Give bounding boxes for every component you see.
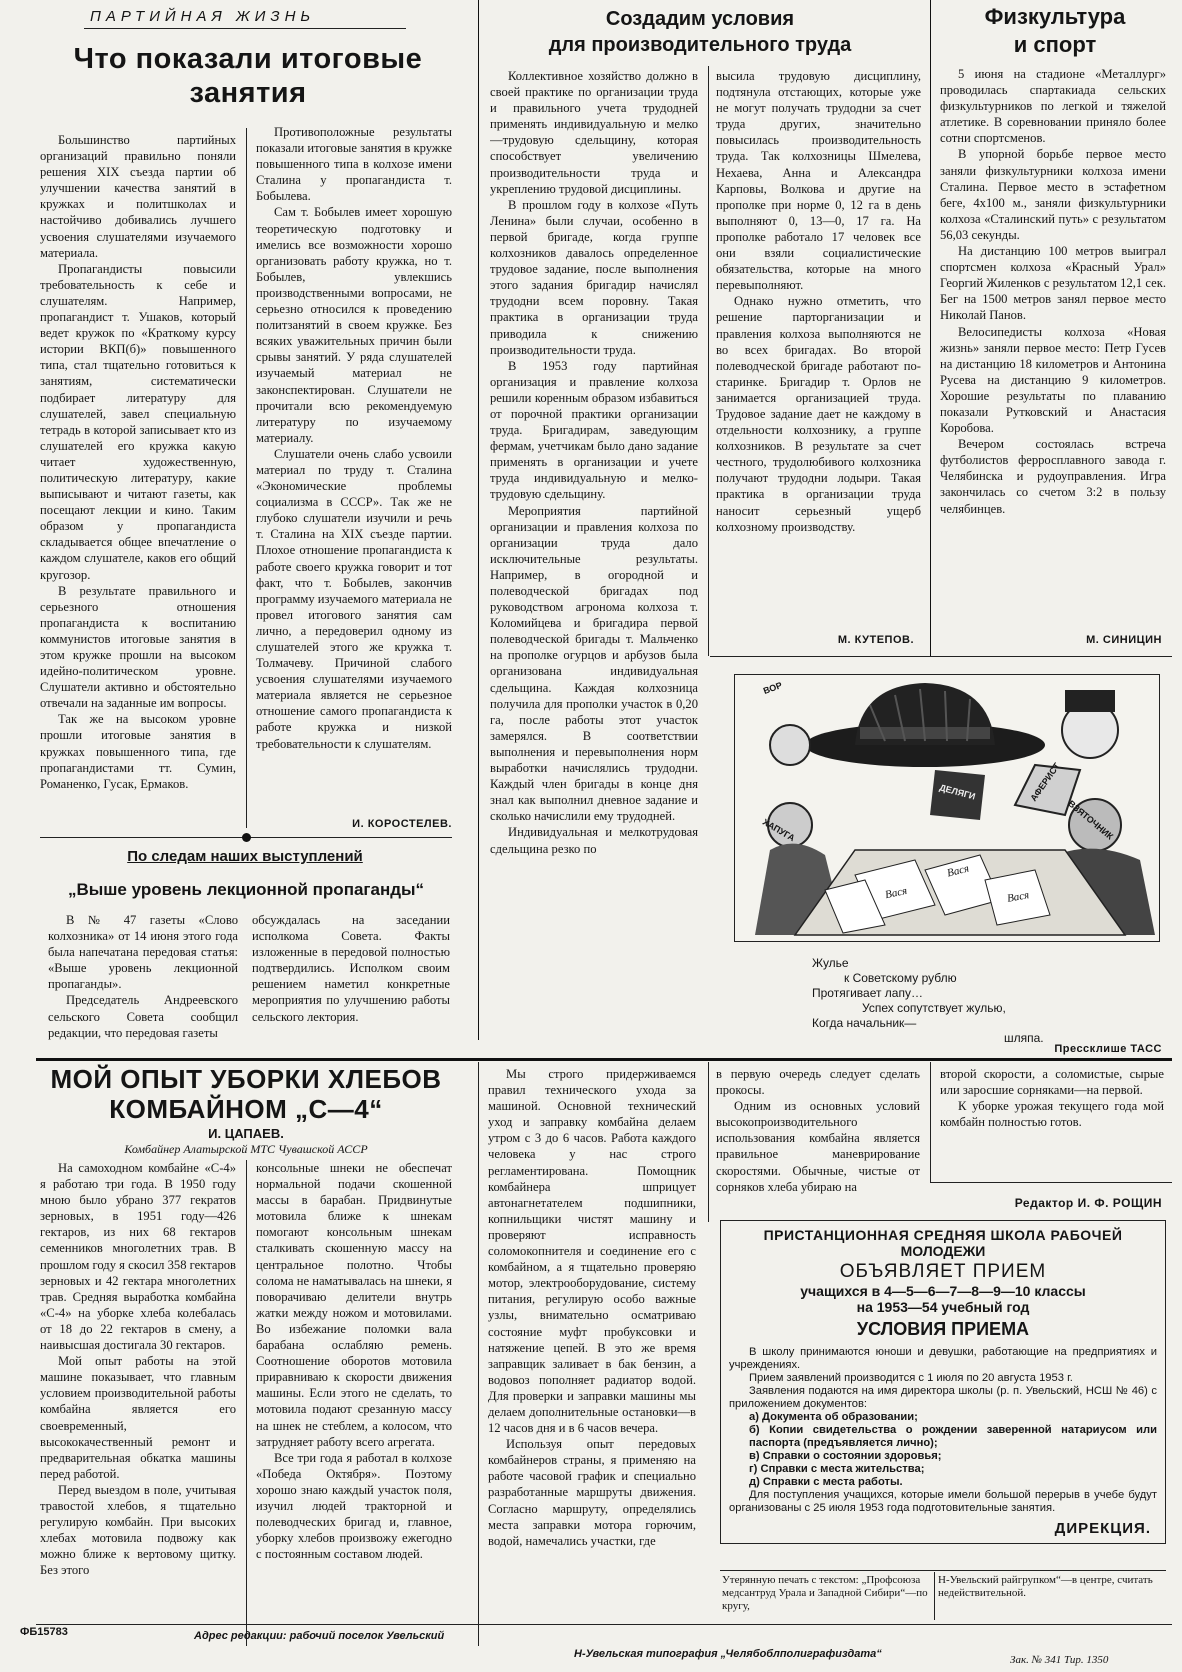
erratum-left: Утерянную печать с текстом: „Профсоюза медсантруд Урала и Западной Сибири“—по кругу, bbox=[722, 1574, 928, 1612]
section-divider bbox=[36, 1058, 1172, 1061]
article2-title-line1: Создадим условия bbox=[605, 8, 795, 30]
paragraph: Так же на высоком уровне прошли итоговые занятия в кружках повышенного типа, где пропагандистами тт. Сумин, Романенко, Гусак, Ермаков. bbox=[40, 712, 236, 791]
footer-code: ФБ15783 bbox=[20, 1626, 68, 1638]
article3-title-line2: КОМБАЙНОМ „С—4“ bbox=[109, 1094, 383, 1124]
article1-column-2 bbox=[256, 124, 452, 804]
cartoon-label-aferist: АФЕРИСТ bbox=[1028, 761, 1062, 803]
cartoon-top-rule bbox=[710, 656, 1172, 657]
followup-column-1 bbox=[48, 912, 238, 1042]
article1-signature: И. КОРОСТЕЛЕВ. bbox=[352, 818, 452, 830]
cartoon-signature-2: Вася bbox=[945, 862, 971, 880]
paragraph: Одним из основных условий высокопроизводительного использования комбайна является правильное маневрирование скоростями. Обычные, чистые от сорняков хлеба убираю на bbox=[716, 1099, 920, 1194]
ad-list-item: г) Справки с места жительства; bbox=[749, 1463, 925, 1475]
paragraph: В результате правильного и серьезного отношения пропагандиста к воспитанию коммунистов итоговые занятия в этом кружке прошли на высоком идейно-политическом уровне. Слушатели активно и обстоятельно отвечали на заданные им вопросы. bbox=[40, 583, 236, 711]
followup-rubric: По следам наших выступлений bbox=[127, 848, 363, 865]
column-rule bbox=[246, 128, 247, 828]
paragraph: На дистанцию 100 метров выиграл спортсмен колхоза «Красный Урал» Георгий Жиленков с результатом 12,1 сек. Бег на 1500 метров занял первое место Николай Панов. bbox=[940, 244, 1166, 323]
paragraph: Председатель Андреевского сельского Совета сообщил редакции, что передовая газеты bbox=[48, 993, 238, 1040]
cartoon-signature-3: Вася bbox=[1006, 889, 1031, 905]
ad-list-item: в) Справки о состоянии здоровья; bbox=[749, 1450, 942, 1462]
editor-rule bbox=[930, 1182, 1172, 1183]
paragraph: Мой опыт работы на этой машине показывает, что главным условием производительной работы комбайна является его своевременный, высококачественный ремонт и предварительная обкатка машины перед работой. bbox=[40, 1354, 236, 1481]
caption-line: Успех сопутствует жулью, bbox=[862, 1001, 1006, 1015]
editor-line: Редактор И. Ф. РОЩИН bbox=[1014, 1196, 1162, 1210]
paragraph: высила трудовую дисциплину, подтянула отстающих, которые уже не могут получать трудодни за счет труда других, значительно повысилась производительность труда. Так колхозницы Шмелева, Нехаева, Анна и Александра Карповы, Волкова и другие на прополке при норме 0, 12 га в день выполняют 0, 13—0, 17 га. На прополке работало 17 человек все они взяли социалистические обязательства, которые на много перевыполняют. bbox=[716, 69, 921, 293]
cartoon-frame bbox=[734, 674, 1160, 942]
cartoon-drawing bbox=[735, 675, 1159, 941]
sport-signature: М. СИНИЦИН bbox=[1086, 634, 1162, 646]
paragraph: Индивидуальная и мелкотрудовая сдельщина резко по bbox=[490, 825, 698, 856]
footer-printer: Н-Увельская типография „Челябоблполиграфиздата“ bbox=[574, 1648, 882, 1660]
caption-line: к Советскому рублю bbox=[844, 971, 957, 985]
article2-column-1 bbox=[490, 68, 698, 1038]
ad-paragraph: В школу принимаются юноши и девушки, работающие на предприятиях и учреждениях. bbox=[729, 1346, 1157, 1371]
school-ad-box bbox=[720, 1220, 1166, 1544]
caption-line: шляпа. bbox=[1004, 1031, 1044, 1045]
ad-paragraph: Заявления подаются на имя директора школы (р. п. Увельский, НСШ № 46) с приложением документов: bbox=[729, 1385, 1157, 1410]
paragraph: Вечером состоялась встреча футболистов ферросплавного завода г. Челябинска и рудоуправления. Игра закончилась со счетом 3:2 в пользу челябинцев. bbox=[940, 437, 1166, 516]
paragraph: консольные шнеки не обеспечат нормальной подачи скошенной массы в барабан. Придвинутые мотовила ближе к шнекам помогают консольным шнекам сталкивать скошенную массу на центральное полотно. Чтобы солома не наматывалась на шнеки, я поворачиваю делители внутрь жатки между ножом и мотовилами. Во избежание поломки вала барабана ослабляю ремень. Соотношение оборотов мотовила приравниваю к скорости движения машины. Если этого не сделать, то мотовила подают срезанную массу на шнек не стеблем, а колосом, что затрудняет работу всего агрегата. bbox=[256, 1161, 452, 1449]
sport-divider bbox=[930, 0, 931, 656]
paragraph: К уборке урожая текущего года мой комбайн полностью готов. bbox=[940, 1099, 1164, 1130]
page-divider bbox=[478, 0, 479, 1040]
paragraph: Большинство партийных организаций правильно поняли решения XIX съезда партии об улучшении качества занятий в кружках и политшколах и настойчиво добивались лучшего усвоения слушателями изучаемого материала. bbox=[40, 133, 236, 260]
caption-line: Жулье bbox=[812, 956, 849, 970]
paragraph: Мероприятия партийной организации и правления колхоза по организации труда дало исключительные результаты. Например, в огородной и полеводческой бригадах под руководством агронома колхоза т. Коломийцева и бригадира первой полеводческой бригады т. Мальченко на прополке огурцов и арбузов была организована индивидуальная сдельщина. Каждая колхозница получила для прополки участок в 0,20 га, после работы этот участок замерялся. В соответствии выполнения и перевыполнения норм выработки начислялись трудодни. Каждый член бригады в конце дня знал как выполнил дневное задание и сколько начислили ему трудодней. bbox=[490, 503, 698, 824]
article3-author: И. ЦАПАЕВ. bbox=[208, 1126, 284, 1141]
paragraph: Используя опыт передовых комбайнеров страны, я применяю на работе часовой график и специально разработанные маршруты движения. Согласно маршруту, определялись места заправки мотора горючим, водой, намечались участки, где bbox=[488, 1437, 696, 1548]
caption-line: Протягивает лапу… bbox=[812, 986, 923, 1000]
school-ad-title-2: МОЛОДЕЖИ bbox=[900, 1243, 986, 1259]
cartoon-caption bbox=[812, 956, 1152, 1046]
paragraph: Коллективное хозяйство должно в своей практике по организации труда и правильного учета трудодней применять индивидуальную и мелко—трудовую сдельщину, которая способствует увеличению производительности труда и укреплению трудовой дисциплины. bbox=[490, 69, 698, 196]
school-ad-signature: ДИРЕКЦИЯ. bbox=[1054, 1520, 1151, 1537]
paragraph: Слушатели очень слабо усвоили материал по труду т. Сталина «Экономические проблемы социализма в СССР». Так же не глубоко слушатели изучили и речь т. Сталина на XIX съезде партии. Плохое отношение пропагандиста к работе своего кружка говорит и тот факт, что т. Бобылев, закончив программу изучаемого материала не провел итогового занятия сам лично, а передоверил одному из слушателей этого же кружка т. Толмачеву. Причиной слабого усвоения слушателями изучаемого материала является не серьезное отношение самого пропагандиста к работе кружка и низкой требовательности к слушателям. bbox=[256, 446, 452, 751]
column-rule bbox=[708, 66, 709, 656]
ad-list-item: д) Справки с места работы. bbox=[749, 1476, 903, 1488]
paragraph: Сам т. Бобылев имеет хорошую теоретическую подготовку и имелись все возможности хорошо организовать работу кружка, но т. Бобылев, увлекшись производственными вопросами, не серьезно относился к проведению политзанятий в своем кружке. Без всяких уважительных причин были срывы занятий. У ряда слушателей изучаемый материал не законспектирован. Слушатели не прочитали всю рекомендуемую литературу по изучаемому материалу. bbox=[256, 205, 452, 445]
paragraph: в первую очередь следует сделать прокосы. bbox=[716, 1067, 920, 1098]
erratum-rule bbox=[720, 1570, 1166, 1571]
paragraph: Пропагандисты повысили требовательность к себе и слушателям. Например, пропагандист т. Ушаков, который ведет кружок по «Краткому курсу истории ВКП(б)» повышенного типа, стал тщательно готовиться к занятиям, систематически подбирает литературу для слушателей, завел специальную тетрадь в которой записывает кто из слушателей его кружка какую читает художественную, политическую литературу, какие выписывают и читают газеты, как посещают лекции и кино. Таким образом у пропагандиста складывается общее впечатление о каждом слушателе, каков его общий кругозор. bbox=[40, 261, 236, 582]
paragraph: 5 июня на стадионе «Металлург» проводилась спартакиада сельских физкультурников по легкой и тяжелой атлетике. В соревновании приняло более сотни спортсменов. bbox=[940, 67, 1166, 146]
article1-title: Что показали итоговые занятия bbox=[73, 43, 423, 109]
column-rule bbox=[708, 1062, 709, 1222]
article1-column-1 bbox=[40, 132, 236, 792]
ad-list-item: а) Документа об образовании; bbox=[749, 1411, 918, 1423]
article3-column-5 bbox=[940, 1066, 1164, 1176]
ad-paragraph: Для поступления учащихся, которые имели большой перерыв в учебе будут организованы с 25 июля 1953 года подготовительные занятия. bbox=[729, 1489, 1157, 1514]
cartoon-label-vor: ВОР bbox=[761, 680, 784, 696]
sport-title-line2: и спорт bbox=[1013, 32, 1097, 57]
article3-title-line1: МОЙ ОПЫТ УБОРКИ ХЛЕБОВ bbox=[50, 1064, 442, 1094]
paragraph: В упорной борьбе первое место заняли физкультурники колхоза имени Сталина. Первое место в эстафетном беге, 4х100 м., заняли физкультурники колхоза «Сталинский путь» с результатом 56,03 секунды. bbox=[940, 147, 1166, 242]
followup-title: „Выше уровень лекционной пропаганды“ bbox=[67, 880, 425, 899]
article3-column-4 bbox=[716, 1066, 920, 1196]
paragraph: второй скорости, а соломистые, сырые или заросшие сорняками—на первой. bbox=[940, 1067, 1164, 1098]
column-rule bbox=[246, 1160, 247, 1646]
article2-title-line2: для производительного труда bbox=[548, 34, 852, 56]
erratum-right: Н-Увельский райгрупком“—в центре, считать недействительной. bbox=[938, 1574, 1153, 1599]
cartoon-credit: Пресcклише ТАСС bbox=[1054, 1043, 1162, 1055]
article3-column-1 bbox=[40, 1160, 236, 1646]
paragraph: В 1953 году партийная организация и правление колхоза решили коренным образом избавиться от порочной практики организации труда. Бригадирам, заведующим фермам, учетчикам было дано задание применять в организации и учете труда индивидуальную и мелко-трудовую сдельщину. bbox=[490, 358, 698, 502]
rubric-underline bbox=[84, 28, 406, 29]
footer-address: Адрес редакции: рабочий поселок Увельский bbox=[194, 1630, 445, 1642]
school-ad-title: ПРИСТАНЦИОННАЯ СРЕДНЯЯ ШКОЛА РАБОЧЕЙ bbox=[763, 1227, 1123, 1243]
column-rule bbox=[930, 1062, 931, 1182]
paragraph: Велосипедисты колхоза «Новая жизнь» заняли первое место: Петр Гусев на дистанцию 18 километров и Антонина Русева на дистанцию 9 километров. Хорошие результаты по плаванию показали Рутковский и Анастасия Коробова. bbox=[940, 324, 1166, 436]
article3-author-role: Комбайнер Алатырской МТС Чувашской АССР bbox=[124, 1142, 368, 1156]
article2-column-2 bbox=[716, 68, 921, 628]
article3-column-2 bbox=[256, 1160, 452, 1646]
paragraph: В прошлом году в колхозе «Путь Ленина» были случаи, особенно в первой бригаде, когда группе колхозников давалось определенное трудовое задание, после выполнения этого задания бригадир начислял трудодни всем поровну. Такая практика в организации труда приводила к снижению производительности труда. bbox=[490, 197, 698, 357]
column-rule bbox=[478, 1062, 479, 1646]
sport-column bbox=[940, 66, 1166, 632]
followup-column-2 bbox=[252, 912, 450, 1042]
footer-order: Зак. № 341 Тир. 1350 bbox=[1010, 1654, 1109, 1666]
paragraph: Однако нужно отметить, что решение парторганизации и правления колхоза выполняются не во всех бригадах. Во второй полеводческой бригаде работают по-старинке. Бригадир т. Орлов не занимается организацией труда. Трудовое задание дает не каждому в отдельности колхознику, а группе колхозников. В результате за счет честного, трудолюбивого колхозника получают трудодни лодыри. Такая практика в организации труда наносит серьезный ущерб колхозному производству. bbox=[716, 294, 921, 534]
paragraph: На самоходном комбайне «С-4» я работаю три года. В 1950 году мною было убрано 377 гекратов зерновых, в 1951 году—426 гектаров, из них 68 гектаров семенников многолетних трав. В прошлом году я скосил 358 гектаров зерновых и 42 гектара многолетних трав. Средняя выработка комбайна «С-4» на уборке хлеба колебалась от 18 до 22 гектаров в смену, а наивысшая достигала 30 гектаров. bbox=[40, 1161, 236, 1353]
school-ad-body bbox=[729, 1346, 1157, 1515]
school-ad-conditions: УСЛОВИЯ ПРИЕМА bbox=[856, 1319, 1030, 1339]
school-ad-year: на 1953—54 учебный год bbox=[856, 1299, 1030, 1315]
followup-dot bbox=[242, 833, 251, 842]
sport-title-line1: Физкультура bbox=[984, 4, 1126, 29]
erratum-rule-vertical bbox=[934, 1572, 935, 1620]
paragraph: В № 47 газеты «Слово колхозника» от 14 июня этого года была напечатана передовая статья: «Выше уровень лекционной пропаганды». bbox=[48, 913, 238, 992]
paragraph: Все три года я работал в колхозе «Победа Октября». Поэтому хорошо знаю каждый участок поля, изучил людей тракторной и полеводческих бригад и, главное, уборку хлебов произвожу ежегодно с постоянным составом людей. bbox=[256, 1450, 452, 1562]
ad-list-item: б) Копии свидетельства о рождении заверенной натариусом или паспорта (предъявляется лично); bbox=[749, 1424, 1157, 1449]
paragraph: Перед выездом в поле, учитывая травостой хлебов, я тщательно регулирую комбайн. При высоких хлебах мотовила подвожу как можно ближе к вертовому щитку. Без этого bbox=[40, 1482, 236, 1578]
cartoon-label-vzyatochnik: ВЗЯТОЧНИК bbox=[1066, 798, 1116, 842]
paragraph: Мы строго придерживаемся правил технического ухода за машиной. Основной технический уход и заправку комбайна делаем утром с 3 до 6 часов. Работа каждого человека у нас строго регламентирована. Помощник комбайнера шприцует автонагнетателем подшипники, копнильщики чистят машину и проверяют исправность соломокопнителя и соединение его с комбайном, а я тщательно проверяю мотор, электрооборудование, систему питания, регулирую особо важные узлы, внимательно осматриваю состояние муфт пробуксовки и натяжение цепей. В это же время заправщик заливает в бак бензин, а водовоз пополняет радиатор водой. Для проверки и заправки машины мы делаем дополнительные остановки—в 12 часов дня и в 6 часов вечера. bbox=[488, 1067, 696, 1436]
paragraph: Противоположные результаты показали итоговые занятия в кружке повышенного типа в колхозе имени Сталина у пропагандиста т. Бобылева. bbox=[256, 125, 452, 204]
caption-line: Когда начальник— bbox=[812, 1016, 917, 1030]
footer-rule bbox=[36, 1624, 1172, 1625]
cartoon-signature-1: Вася bbox=[883, 884, 909, 902]
section-rubric: ПАРТИЙНАЯ ЖИЗНЬ bbox=[90, 8, 316, 25]
school-ad-classes: учащихся в 4—5—6—7—8—9—10 классы bbox=[800, 1283, 1086, 1299]
article2-signature: М. КУТЕПОВ. bbox=[837, 634, 914, 646]
school-ad-announce: ОБЪЯВЛЯЕТ ПРИЕМ bbox=[839, 1261, 1047, 1282]
ad-list bbox=[729, 1411, 1157, 1489]
cartoon-label-delyagi: ДЕЛЯГИ bbox=[938, 782, 977, 802]
paragraph: обсуждалась на заседании исполкома Совета. Факты изложенные в передовой полностью подтвердились. Исполком своим решением наметил конкретные мероприятия по улучшению работы сельского лектория. bbox=[252, 913, 450, 1024]
cartoon-label-khapuga: ХАПУГА bbox=[760, 816, 797, 844]
ad-paragraph: Прием заявлений производится с 1 июля по 20 августа 1953 г. bbox=[749, 1372, 1073, 1384]
article3-column-3 bbox=[488, 1066, 696, 1646]
